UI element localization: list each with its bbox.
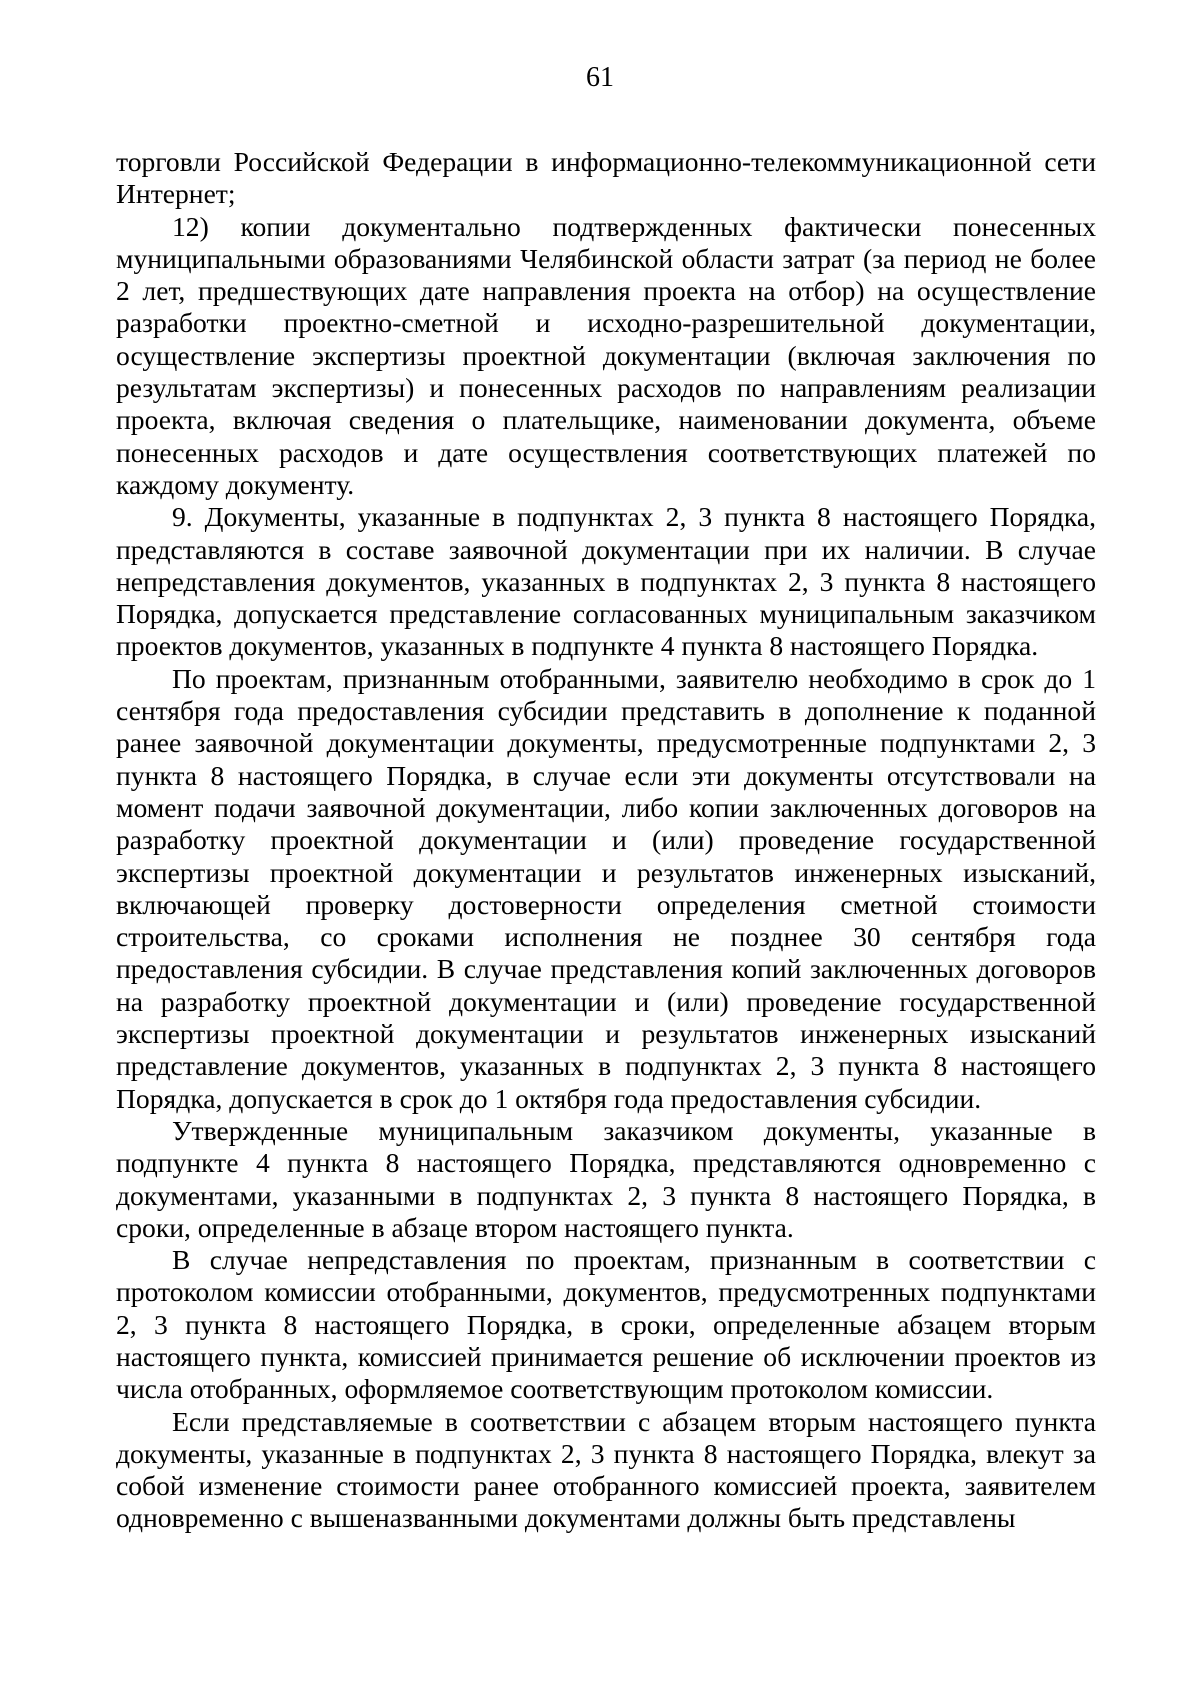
paragraph-approved-documents: Утвержденные муниципальным заказчиком документы, указанные в подпункте 4 пункта 8 настоящего Порядка, представляются одновременно с документами, указанными в подпунктах 2, 3 пункта 8 настоящего Порядка, в сроки, определенные в абзаце втором настоящего пункта. (116, 1114, 1096, 1243)
document-body (116, 146, 1096, 1535)
paragraph-cost-change: Если представляемые в соответствии с абзацем вторым настоящего пункта документы, указанные в подпунктах 2, 3 пункта 8 настоящего Порядка, влекут за собой изменение стоимости ранее отобранного комиссией проекта, заявителем одновременно с вышеназванными документами должны быть представлены (116, 1405, 1096, 1534)
paragraph-item-12: 12) копии документально подтвержденных фактически понесенных муниципальными образованиями Челябинской области затрат (за период не более 2 лет, предшествующих дате направления проекта на отбор) на осуществление разработки проектно-сметной и исходно-разрешительной документации, осуществление экспертизы проектной документации (включая заключения по результатам экспертизы) и понесенных расходов по направлениям реализации проекта, включая сведения о плательщике, наименовании документа, объеме понесенных расходов и дате осуществления соответствующих платежей по каждому документу. (116, 210, 1096, 500)
paragraph-non-submission: В случае непредставления по проектам, признанным в соответствии с протоколом комиссии отобранными, документов, предусмотренных подпунктами 2, 3 пункта 8 настоящего Порядка, в сроки, определенные абзацем вторым настоящего пункта, комиссией принимается решение об исключении проектов из числа отобранных, оформляемое соответствующим протоколом комиссии. (116, 1244, 1096, 1405)
page-number: 61 (586, 62, 614, 93)
paragraph-selected-projects: По проектам, признанным отобранными, заявителю необходимо в срок до 1 сентября года предоставления субсидии представить в дополнение к поданной ранее заявочной документации документы, предусмотренные подпунктами 2, 3 пункта 8 настоящего Порядка, в случае если эти документы отсутствовали на момент подачи заявочной документации, либо копии заключенных договоров на разработку проектной документации и (или) проведение государственной экспертизы проектной документации и результатов инженерных изысканий, включающей проверку достоверности определения сметной стоимости строительства, со сроками исполнения не позднее 30 сентября года предоставления субсидии. В случае представления копий заключенных договоров на разработку проектной документации и (или) проведение государственной экспертизы проектной документации и результатов инженерных изысканий представление документов, указанных в подпунктах 2, 3 пункта 8 настоящего Порядка, допускается в срок до 1 октября года предоставления субсидии. (116, 662, 1096, 1114)
paragraph-continuation: торговли Российской Федерации в информационно-телекоммуникационной сети Интернет; (116, 146, 1096, 210)
paragraph-section-9: 9. Документы, указанные в подпунктах 2, 3 пункта 8 настоящего Порядка, представляются в составе заявочной документации при их наличии. В случае непредставления документов, указанных в подпунктах 2, 3 пункта 8 настоящего Порядка, допускается представление согласованных муниципальным заказчиком проектов документов, указанных в подпункте 4 пункта 8 настоящего Порядка. (116, 501, 1096, 662)
